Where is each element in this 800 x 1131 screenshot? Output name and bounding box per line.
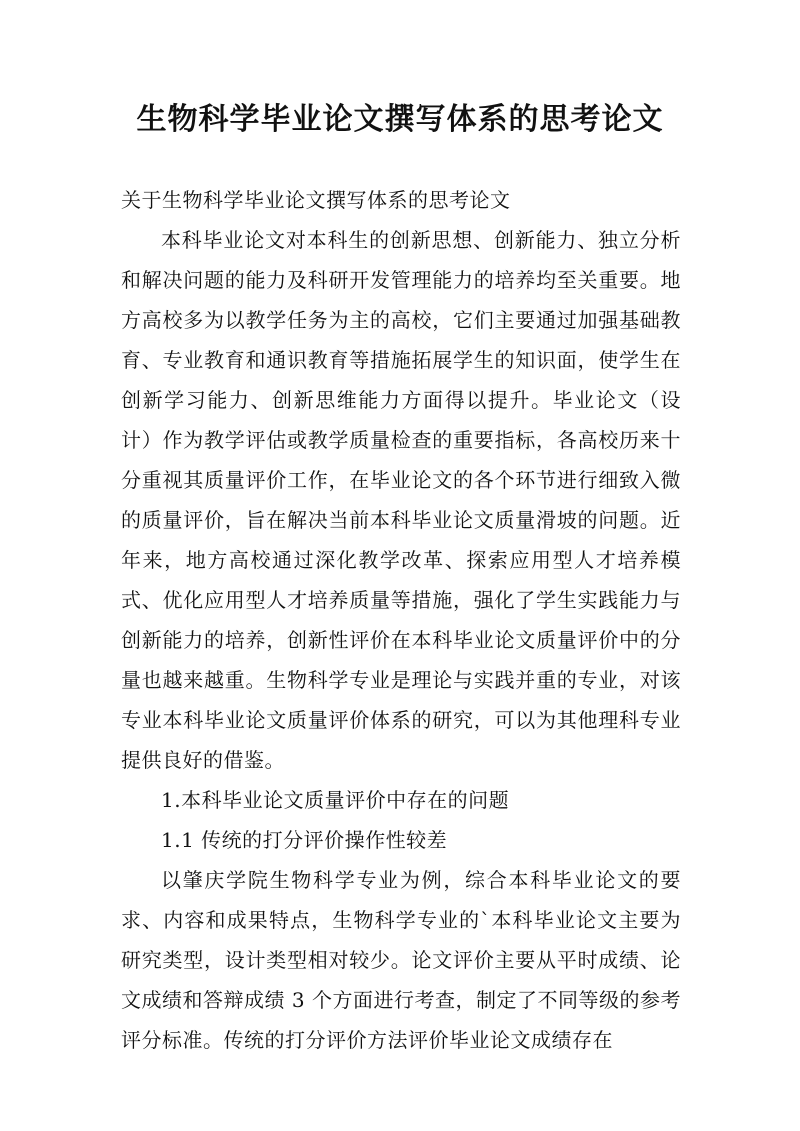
document-body	[121, 180, 681, 1060]
document-subtitle: 关于生物科学毕业论文撰写体系的思考论文	[121, 188, 511, 212]
body-paragraph: 以肇庆学院生物科学专业为例，综合本科毕业论文的要求、内容和成果特点，生物科学专业的`本科毕业论文主要为研究类型，设计类型相对较少。论文评价主要从平时成绩、论文成绩和答辩成绩 3 个方面进行考查，制定了不同等级的参考评分标准。传统的打分评价方法评价毕业论文成绩存在	[121, 868, 681, 1052]
document-title: 生物科学毕业论文撰写体系的思考论文	[136, 102, 664, 137]
subsection-heading: 1.1 传统的打分评价操作性较差	[161, 828, 448, 852]
section-heading: 1.本科毕业论文质量评价中存在的问题	[161, 788, 510, 812]
intro-paragraph: 本科毕业论文对本科生的创新思想、创新能力、独立分析和解决问题的能力及科研开发管理能力的培养均至关重要。地方高校多为以教学任务为主的高校，它们主要通过加强基础教育、专业教育和通识教育等措施拓展学生的知识面，使学生在创新学习能力、创新思维能力方面得以提升。毕业论文（设计）作为教学评估或教学质量检查的重要指标，各高校历来十分重视其质量评价工作，在毕业论文的各个环节进行细致入微的质量评价，旨在解决当前本科毕业论文质量滑坡的问题。近年来，地方高校通过深化教学改革、探索应用型人才培养模式、优化应用型人才培养质量等措施，强化了学生实践能力与创新能力的培养，创新性评价在本科毕业论文质量评价中的分量也越来越重。生物科学专业是理论与实践并重的专业，对该专业本科毕业论文质量评价体系的研究，可以为其他理科专业提供良好的借鉴。	[121, 228, 681, 772]
